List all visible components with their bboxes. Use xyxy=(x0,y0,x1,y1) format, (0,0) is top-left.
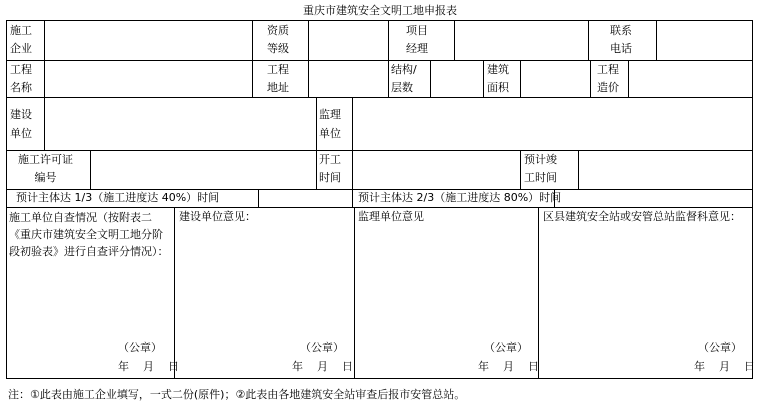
cell-divider xyxy=(538,207,539,378)
label-project-address xyxy=(267,62,289,96)
label-builder-unit xyxy=(10,107,32,142)
border-right xyxy=(752,20,753,379)
cell-divider xyxy=(388,60,389,97)
label-line: 建设 xyxy=(10,108,32,121)
cell-divider xyxy=(252,20,253,60)
cell-divider xyxy=(352,97,353,150)
label-line: 造价 xyxy=(597,81,619,94)
label-line: 名称 xyxy=(10,81,32,94)
date-builder xyxy=(292,359,353,375)
label-line: 等级 xyxy=(267,42,289,55)
date-month: 月 xyxy=(143,360,154,373)
date-year: 年 xyxy=(694,360,705,373)
label-line: 工时间 xyxy=(524,171,557,184)
date-year: 年 xyxy=(292,360,303,373)
label-progress-80: 预计主体达 2/3（施工进度达 80%）时间 xyxy=(358,191,562,204)
label-line: 联系 xyxy=(610,24,632,37)
label-expected-completion xyxy=(524,152,557,186)
label-building-area xyxy=(487,62,509,96)
label-progress-40: 预计主体达 1/3（施工进度达 40%）时间 xyxy=(16,191,220,204)
date-supervision xyxy=(478,359,539,375)
cell-divider xyxy=(44,97,45,150)
date-month: 月 xyxy=(503,360,514,373)
row-divider xyxy=(6,97,753,98)
row-divider xyxy=(6,207,753,208)
cell-divider xyxy=(258,189,259,207)
label-line: 电话 xyxy=(610,42,632,55)
cell-divider xyxy=(590,60,591,97)
cell-divider xyxy=(578,150,579,189)
cell-divider xyxy=(44,20,45,60)
seal-supervision: （公章） xyxy=(484,341,528,354)
row-divider xyxy=(6,60,753,61)
label-line: 工程 xyxy=(267,63,289,76)
label-project-manager xyxy=(406,23,428,57)
cell-divider xyxy=(430,60,431,97)
form-title: 重庆市建筑安全文明工地申报表 xyxy=(303,4,457,17)
cell-divider xyxy=(308,60,309,97)
label-project-name xyxy=(10,62,32,96)
border-top xyxy=(6,20,753,21)
cell-divider xyxy=(656,20,657,60)
label-supervision-unit xyxy=(319,107,341,142)
label-line: 施工许可证 xyxy=(18,153,73,166)
seal-station: （公章） xyxy=(698,341,742,354)
supervision-opinion-text: 监理单位意见 xyxy=(358,210,424,223)
cell-divider xyxy=(628,60,629,97)
cell-divider xyxy=(174,207,175,378)
label-line: 层数 xyxy=(391,81,413,94)
cell-divider xyxy=(354,207,355,378)
label-line: 工程 xyxy=(597,63,619,76)
label-start-time xyxy=(319,152,341,186)
date-station xyxy=(694,359,755,375)
label-line: 开工 xyxy=(319,153,341,166)
cell-divider xyxy=(352,150,353,189)
label-line: 时间 xyxy=(319,171,341,184)
self-check-text: 施工单位自查情况（按附表二《重庆市建筑安全文明工地分阶段初验表》进行自查评分情况）： xyxy=(9,211,169,258)
date-month: 月 xyxy=(719,360,730,373)
label-line: 施工 xyxy=(10,24,32,37)
seal-builder: （公章） xyxy=(300,341,344,354)
cell-divider xyxy=(316,97,317,150)
date-year: 年 xyxy=(118,360,129,373)
date-day: 日 xyxy=(168,360,179,373)
cell-divider xyxy=(252,60,253,97)
date-month: 月 xyxy=(317,360,328,373)
label-permit-number xyxy=(18,152,73,186)
row-divider xyxy=(6,150,753,151)
label-line: 预计竣 xyxy=(524,153,557,166)
station-opinion-text: 区县建筑安全站或安管总站监督科意见： xyxy=(543,210,741,223)
date-day: 日 xyxy=(744,360,755,373)
cell-divider xyxy=(454,20,455,60)
label-line: 结构/ xyxy=(391,63,417,76)
cell-divider xyxy=(520,150,521,189)
label-qualification-level xyxy=(267,23,289,57)
label-line: 工程 xyxy=(10,63,32,76)
label-line: 单位 xyxy=(10,127,32,140)
border-left xyxy=(6,20,7,379)
label-line: 资质 xyxy=(267,24,289,37)
label-contact-phone xyxy=(610,23,632,57)
label-line: 项目 xyxy=(406,24,428,37)
date-day: 日 xyxy=(528,360,539,373)
label-structure-floors xyxy=(391,62,417,96)
date-self-check xyxy=(118,359,179,375)
label-line: 单位 xyxy=(319,127,341,140)
label-construction-company xyxy=(10,23,32,57)
label-line: 面积 xyxy=(487,81,509,94)
cell-divider xyxy=(520,60,521,97)
label-line: 编号 xyxy=(34,171,57,184)
cell-divider xyxy=(316,150,317,189)
label-project-cost xyxy=(597,62,619,96)
date-day: 日 xyxy=(342,360,353,373)
footnote: 注：①此表由施工企业填写，一式二份(原件)；②此表由各地建筑安全站审查后报市安管总站。 xyxy=(8,388,466,401)
border-bottom xyxy=(6,378,753,379)
label-line: 经理 xyxy=(406,42,428,55)
date-year: 年 xyxy=(478,360,489,373)
cell-divider xyxy=(308,20,309,60)
label-line: 建筑 xyxy=(487,63,509,76)
label-line: 监理 xyxy=(319,108,341,121)
cell-divider xyxy=(483,60,484,97)
label-line: 地址 xyxy=(267,81,289,94)
cell-divider xyxy=(90,150,91,189)
cell-divider xyxy=(588,20,589,60)
label-line: 企业 xyxy=(10,42,32,55)
builder-opinion-text: 建设单位意见： xyxy=(179,210,256,223)
cell-divider xyxy=(388,20,389,60)
cell-divider xyxy=(352,189,353,207)
cell-divider xyxy=(44,60,45,97)
seal-self-check: （公章） xyxy=(118,341,162,354)
